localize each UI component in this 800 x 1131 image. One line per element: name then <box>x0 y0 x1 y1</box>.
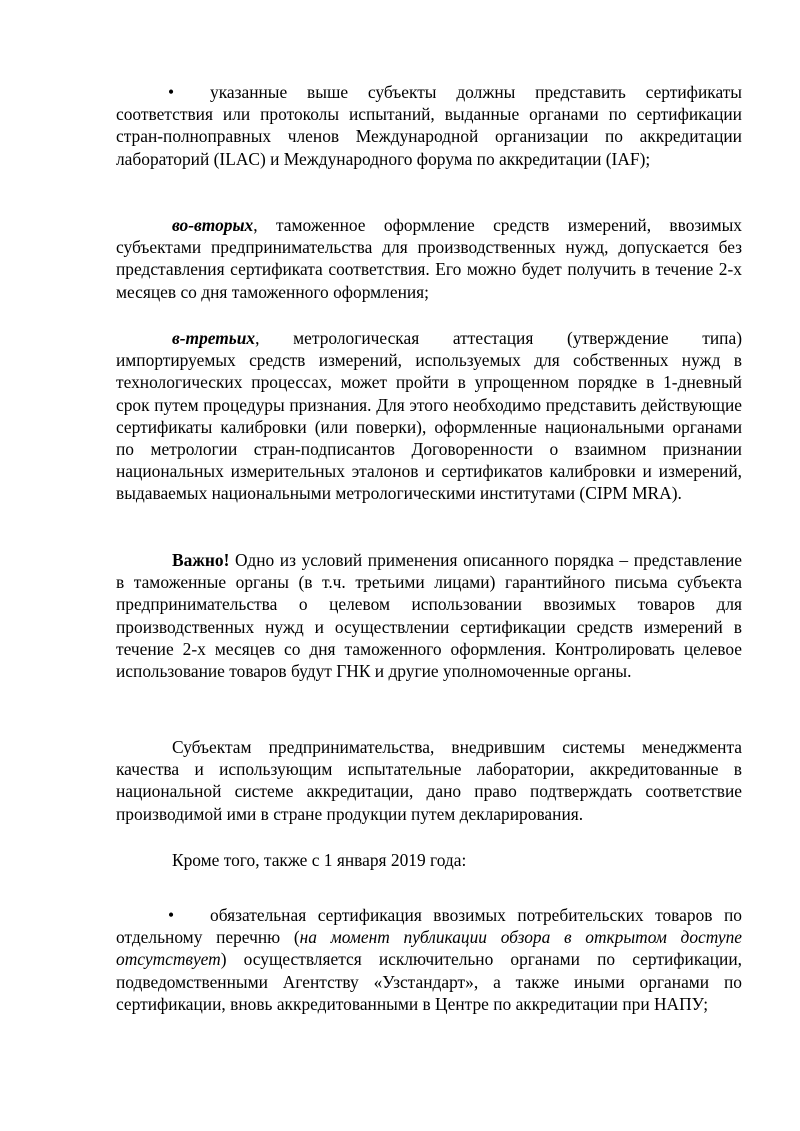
paragraph-lead: во-вторых <box>172 215 254 235</box>
paragraph-bullet-mandatory-certification <box>116 904 742 1015</box>
paragraph-text: , метрологическая аттестация (утверждение типа) импортируемых средств измерений, используемых для собственных нужд в технологических процессах, может пройти в упрощенном порядке в 1-дневный срок путем процедуры признания. Для этого необходимо представить действующие сертификаты калибровки (или поверки), оформленные национальными органами по метрологии стран-подписантов Договоренности о взаимном признании национальных измерительных эталонов и сертификатов калибровки и измерений, выдаваемых национальными метрологическими институтами (CIPM MRA). <box>116 328 742 504</box>
bullet-marker: • <box>168 82 175 102</box>
paragraph-italic-note: на момент публикации обзора в открытом доступе отсутствует <box>116 927 742 970</box>
paragraph-lead: в-третьих <box>172 328 256 348</box>
bullet-marker: • <box>168 905 175 925</box>
paragraph-text: обязательная сертификация ввозимых потребительских товаров по отдельному перечню ( <box>116 905 742 948</box>
paragraph-text: указанные выше субъекты должны представить сертификаты соответствия или протоколы испытаний, выданные органами по сертификации стран-полноправных членов Международной организации по аккредитации лабораторий (ILAC) и Международного форума по аккредитации (IAF); <box>116 82 742 169</box>
paragraph-text: , таможенное оформление средств измерений, ввозимых субъектами предпринимательства для производственных нужд, допускается без представления сертификата соответствия. Его можно будет получить в течение 2-х месяцев со дня таможенного оформления; <box>116 215 742 302</box>
paragraph-important <box>116 549 742 682</box>
paragraph-text: Субъектам предпринимательства, внедрившим системы менеджмента качества и использующим испытательные лаборатории, аккредитованные в национальной системе аккредитации, дано право подтверждать соответствие производимой ими в стране продукции путем декларирования. <box>116 737 742 824</box>
paragraph-text: Кроме того, также с 1 января 2019 года: <box>172 850 467 870</box>
paragraph-bullet-certificates <box>116 81 742 170</box>
paragraph-text: ) осуществляется исключительно органами по сертификации, подведомственными Агентству «Узстандарт», а также иными органами по сертификации, вновь аккредитованными в Центре по аккредитации при НАПУ; <box>116 949 742 1014</box>
paragraph-text: Одно из условий применения описанного порядка – представление в таможенные органы (в т.ч. третьими лицами) гарантийного письма субъекта предпринимательства о целевом использовании ввозимых товаров для производственных нужд и осуществлении сертификации средств измерений в течение 2-х месяцев со дня таможенного оформления. Контролировать целевое использование товаров будут ГНК и другие уполномоченные органы. <box>116 550 742 682</box>
paragraph-declaration <box>116 736 742 825</box>
paragraph-third <box>116 327 742 505</box>
paragraph-second <box>116 214 742 303</box>
paragraph-from-january <box>116 849 742 871</box>
paragraph-lead: Важно! <box>172 550 230 570</box>
